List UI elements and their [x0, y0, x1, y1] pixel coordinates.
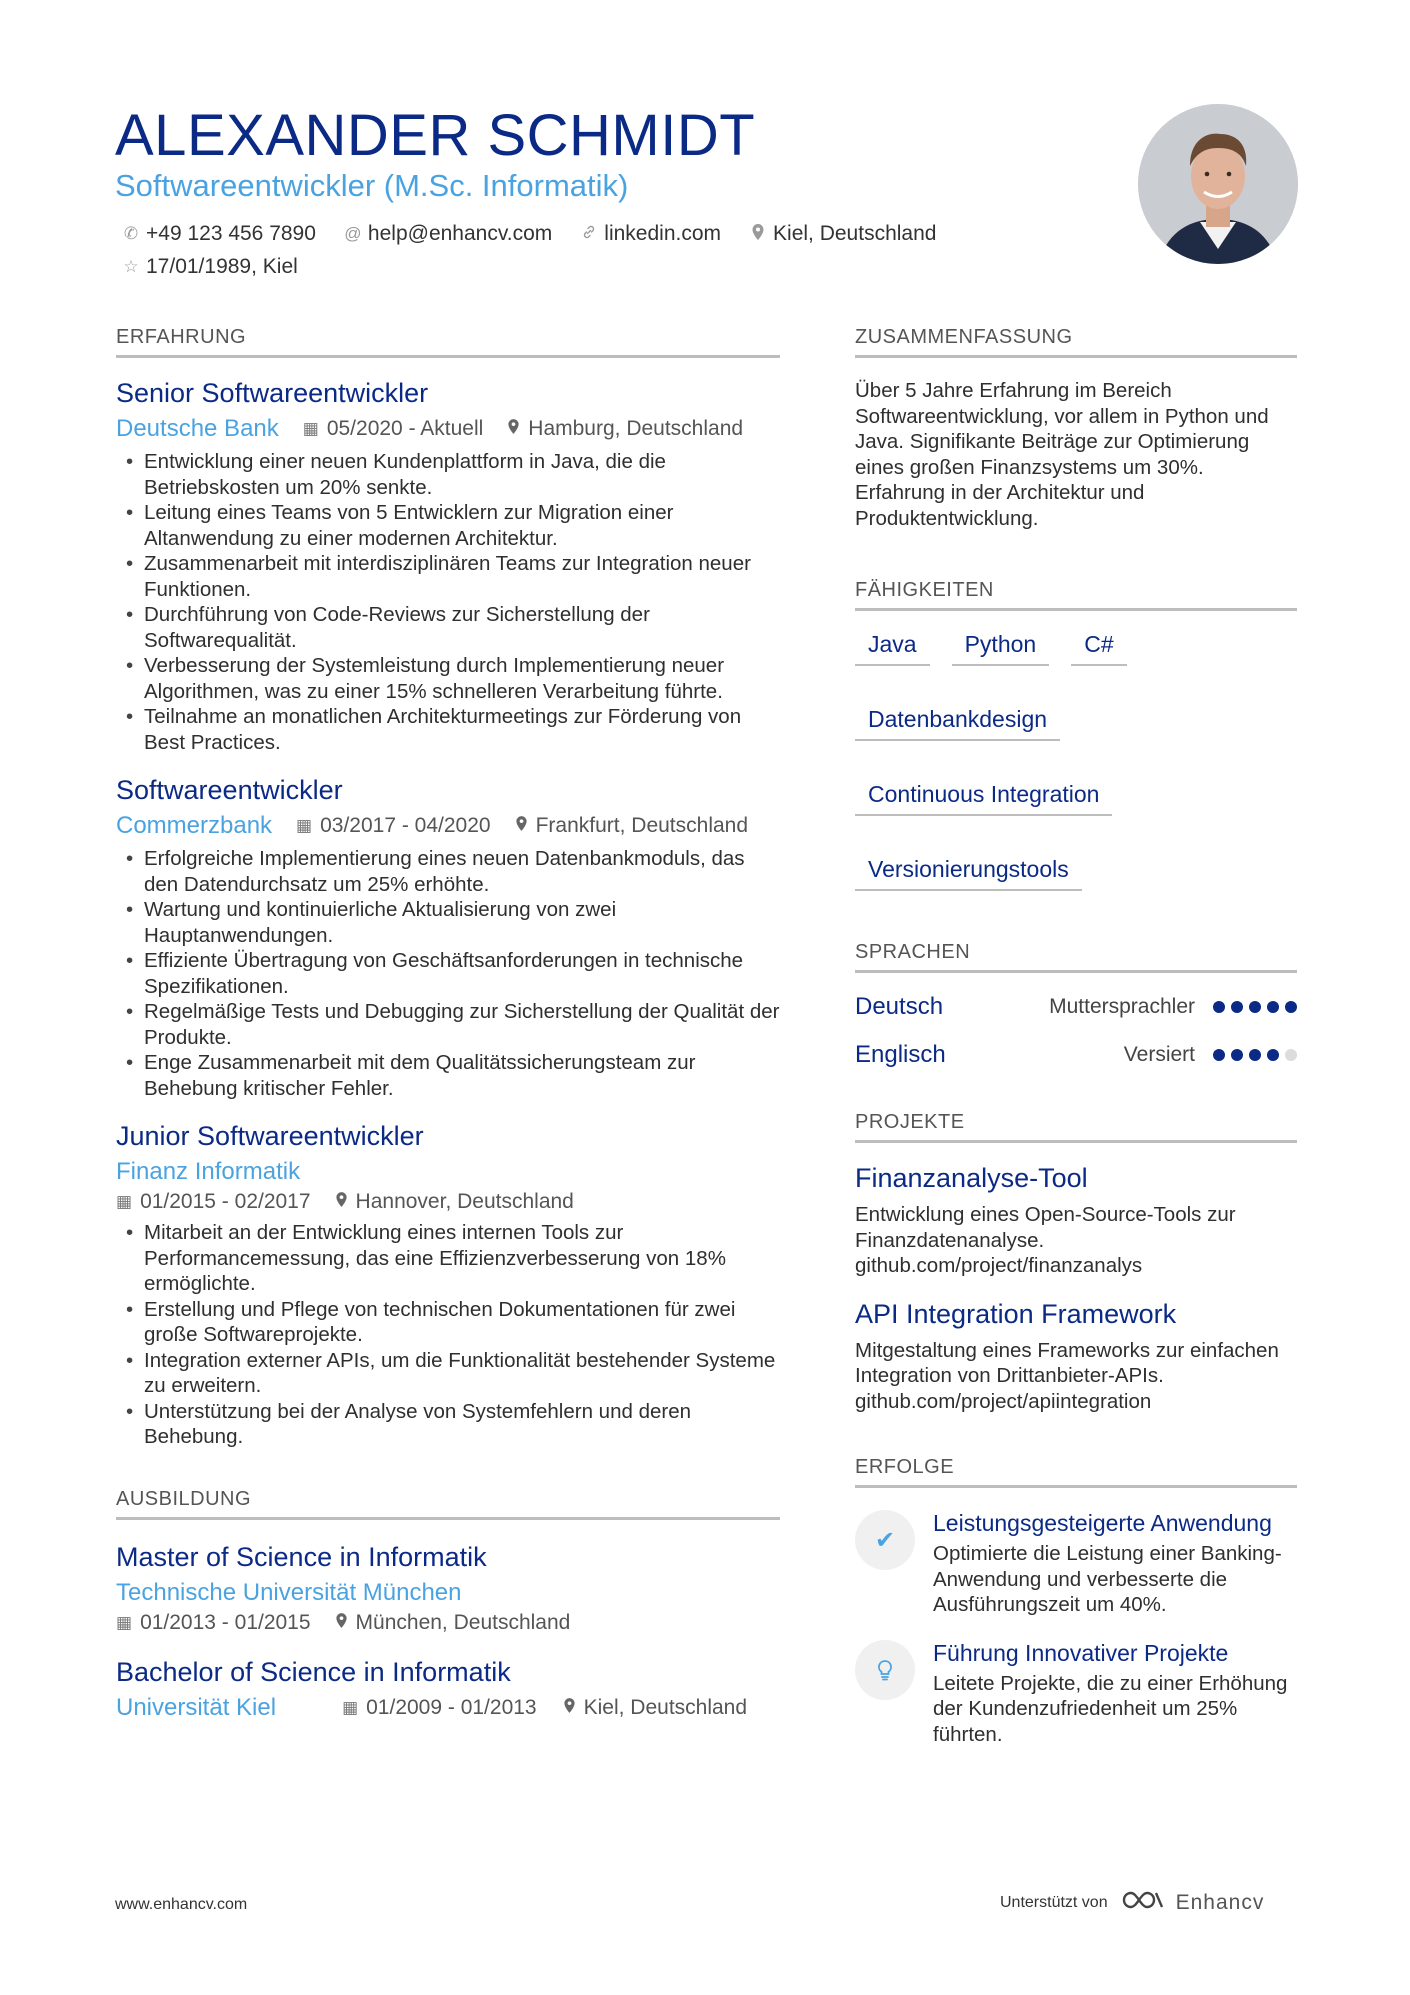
birth-text: 17/01/1989, Kiel: [146, 255, 298, 278]
language-entry: [855, 993, 1297, 1021]
job-location: [335, 1190, 574, 1214]
experience-entry: [116, 775, 780, 1101]
contact-location: [749, 222, 936, 246]
bullet-item: • Integration externer APIs, um die Funktionalität bestehender Systeme zu erweitern.: [116, 1348, 780, 1399]
location-text: Kiel, Deutschland: [583, 1695, 748, 1719]
location-pin-icon: [507, 418, 520, 440]
location-text: Hannover, Deutschland: [355, 1190, 574, 1213]
achievement-entry: [855, 1640, 1297, 1748]
bullet-item: • Durchführung von Code-Reviews zur Sicherstellung der Softwarequalität.: [116, 602, 780, 653]
bullet-item: • Leitung eines Teams von 5 Entwicklern zur Migration einer Altanwendung zu einer modernen Architektur.: [116, 500, 780, 551]
location-text: Kiel, Deutschland: [773, 222, 937, 245]
degree-title: Bachelor of Science in Informatik: [116, 1656, 511, 1687]
achievement-title: Führung Innovativer Projekte: [933, 1639, 1229, 1666]
project-title: Finanzanalyse-Tool: [855, 1163, 1088, 1193]
company-name: Commerzbank: [116, 812, 273, 839]
calendar-icon: ▦: [116, 1612, 133, 1632]
rating-dot: [1213, 1001, 1225, 1013]
enhancv-logo-icon: [1120, 1888, 1164, 1917]
language-name: Englisch: [855, 1041, 946, 1068]
bullet-item: • Verbesserung der Systemleistung durch Implementierung neuer Algorithmen, was zu einer 15% schnelleren Verarbeitung führte.: [116, 653, 780, 704]
rating-dot: [1267, 1049, 1279, 1061]
edu-location: [563, 1696, 747, 1720]
right-column: [855, 326, 1297, 1747]
job-location: [515, 814, 748, 838]
job-dates: [116, 1190, 311, 1214]
skill-tag: Java: [855, 631, 930, 666]
location-text: München, Deutschland: [355, 1610, 571, 1634]
skill-tag: Datenbankdesign: [855, 706, 1060, 741]
brand-name: Enhancv: [1175, 1890, 1265, 1914]
achievement-entry: [855, 1510, 1297, 1618]
avatar: [1138, 104, 1298, 264]
calendar-icon: ▦: [296, 816, 313, 835]
language-level: Versiert: [1123, 1043, 1195, 1066]
project-description: Mitgestaltung eines Frameworks zur einfachen Integration von Drittanbieter-APIs. github.com/project/apiintegration: [855, 1338, 1279, 1413]
experience-entry: [116, 1121, 780, 1450]
linkedin-text[interactable]: linkedin.com: [604, 222, 722, 245]
bullet-item: • Entwicklung einer neuen Kundenplattform in Java, die die Betriebskosten um 20% senkte.: [116, 449, 780, 500]
section-skills-heading: FÄHIGKEITEN: [855, 579, 1297, 611]
edu-dates: [342, 1696, 537, 1720]
left-column: [116, 326, 780, 1722]
check-icon: ✔: [855, 1510, 915, 1570]
contact-birth: [122, 255, 298, 279]
star-icon: ☆: [123, 257, 139, 276]
location-pin-icon: [335, 1612, 348, 1634]
link-icon: [580, 224, 598, 245]
contact-info: [122, 222, 1002, 288]
skill-tag: C#: [1071, 631, 1126, 666]
bullet-item: • Erstellung und Pflege von technischen Dokumentationen für zwei große Softwareprojekte.: [116, 1297, 780, 1348]
rating-dot: [1285, 1049, 1297, 1061]
job-title: Senior Softwareentwickler: [116, 378, 429, 408]
section-experience-heading: ERFAHRUNG: [116, 326, 780, 358]
at-icon: @: [344, 224, 362, 243]
project-title: API Integration Framework: [855, 1298, 1177, 1329]
job-bullets: [116, 1220, 780, 1450]
language-name: Deutsch: [855, 993, 944, 1020]
job-location: [507, 417, 743, 441]
experience-entry: [116, 378, 780, 755]
dates-text: 03/2017 - 04/2020: [320, 814, 491, 837]
language-rating: [1213, 1049, 1297, 1061]
edu-dates: [116, 1611, 311, 1635]
rating-dot: [1231, 1001, 1243, 1013]
location-text: Hamburg, Deutschland: [528, 417, 744, 440]
achievement-title: Leistungsgesteigerte Anwendung: [933, 1510, 1272, 1536]
skills-list: [855, 631, 1297, 891]
footer-branding: [1000, 1888, 1264, 1917]
skill-tag: Continuous Integration: [855, 781, 1112, 816]
candidate-title: Softwareentwickler (M.Sc. Informatik): [115, 168, 629, 203]
company-name: Finanz Informatik: [116, 1158, 301, 1185]
email-text[interactable]: help@enhancv.com: [367, 222, 553, 245]
contact-linkedin[interactable]: [580, 222, 721, 246]
bullet-item: • Regelmäßige Tests und Debugging zur Sicherstellung der Qualität der Produkte.: [116, 999, 780, 1050]
language-rating: [1213, 1001, 1297, 1013]
section-achievements-heading: ERFOLGE: [855, 1456, 1297, 1488]
dates-text: 05/2020 - Aktuell: [326, 417, 484, 440]
bullet-item: • Unterstützung bei der Analyse von Systemfehlern und deren Behebung.: [116, 1399, 780, 1450]
contact-phone: [122, 222, 316, 246]
bullet-item: • Wartung und kontinuierliche Aktualisierung von zwei Hauptanwendungen.: [116, 897, 780, 948]
phone-icon: ✆: [123, 224, 139, 243]
location-pin-icon: [335, 1191, 348, 1213]
lightbulb-icon: [855, 1640, 915, 1700]
calendar-icon: ▦: [342, 1697, 359, 1717]
calendar-icon: ▦: [302, 419, 319, 438]
job-title: Junior Softwareentwickler: [116, 1121, 424, 1151]
job-dates: [303, 417, 484, 441]
job-title: Softwareentwickler: [116, 775, 343, 805]
job-bullets: [116, 449, 780, 755]
job-bullets: [116, 846, 780, 1101]
school-name: Technische Universität München: [116, 1578, 462, 1606]
summary-text: Über 5 Jahre Erfahrung im Bereich Softwareentwicklung, vor allem in Python und Java. Signifikante Beiträge zur Optimierung eines großen Finanzsystems um 30%. Erfahrung in der Architektur und Produktentwicklung.: [855, 379, 1269, 530]
dates-text: 01/2009 - 01/2013: [366, 1695, 537, 1719]
education-entry: [116, 1657, 780, 1722]
section-projects-heading: PROJEKTE: [855, 1111, 1297, 1143]
location-pin-icon: [563, 1697, 576, 1719]
bullet-item: • Effiziente Übertragung von Geschäftsanforderungen in technische Spezifikationen.: [116, 948, 780, 999]
achievement-description: Optimierte die Leistung einer Banking-Anwendung und verbesserte die Ausführungszeit um 40%.: [933, 1542, 1282, 1616]
language-entry: [855, 1041, 1297, 1069]
bullet-item: • Erfolgreiche Implementierung eines neuen Datenbankmoduls, das den Datendurchsatz um 25% erhöhte.: [116, 846, 780, 897]
bullet-item: • Zusammenarbeit mit interdisziplinären Teams zur Integration neuer Funktionen.: [116, 551, 780, 602]
bullet-item: • Enge Zusammenarbeit mit dem Qualitätssicherungsteam zur Behebung kritischer Fehler.: [116, 1050, 780, 1101]
achievement-description: Leitete Projekte, die zu einer Erhöhung der Kundenzufriedenheit um 25% führten.: [933, 1671, 1288, 1746]
bullet-item: • Teilnahme an monatlichen Architekturmeetings zur Förderung von Best Practices.: [116, 704, 780, 755]
dates-text: 01/2013 - 01/2015: [140, 1610, 311, 1634]
rating-dot: [1249, 1049, 1261, 1061]
dates-text: 01/2015 - 02/2017: [140, 1190, 311, 1213]
rating-dot: [1249, 1001, 1261, 1013]
rating-dot: [1213, 1049, 1225, 1061]
project-entry: [855, 1163, 1297, 1279]
rating-dot: [1231, 1049, 1243, 1061]
job-dates: [296, 814, 491, 838]
candidate-name: ALEXANDER SCHMIDT: [115, 103, 756, 168]
location-pin-icon: [515, 815, 528, 837]
phone-text: +49 123 456 7890: [146, 222, 316, 245]
footer-website[interactable]: www.enhancv.com: [115, 1896, 248, 1913]
bullet-item: • Mitarbeit an der Entwicklung eines internen Tools zur Performancemessung, das eine Effizienzverbesserung von 18% ermöglichte.: [116, 1220, 780, 1297]
degree-title: Master of Science in Informatik: [116, 1541, 487, 1572]
language-level: Muttersprachler: [1049, 995, 1195, 1018]
section-languages-heading: SPRACHEN: [855, 941, 1297, 973]
education-entry: [116, 1542, 780, 1635]
contact-email[interactable]: [344, 222, 552, 246]
skill-tag: Python: [952, 631, 1050, 666]
rating-dot: [1267, 1001, 1279, 1013]
location-pin-icon: [749, 223, 767, 246]
project-description: Entwicklung eines Open-Source-Tools zur Finanzdatenanalyse. github.com/project/finanzanalys: [855, 1203, 1236, 1277]
company-name: Deutsche Bank: [116, 415, 279, 442]
edu-location: [335, 1611, 571, 1635]
section-education-heading: AUSBILDUNG: [116, 1488, 780, 1520]
skill-tag: Versionierungstools: [855, 856, 1082, 891]
project-entry: [855, 1299, 1297, 1415]
location-text: Frankfurt, Deutschland: [535, 814, 749, 837]
section-summary-heading: ZUSAMMENFASSUNG: [855, 326, 1297, 358]
school-name: Universität Kiel: [116, 1693, 277, 1721]
rating-dot: [1285, 1001, 1297, 1013]
powered-by-text: Unterstützt von: [1000, 1893, 1108, 1911]
calendar-icon: ▦: [116, 1192, 133, 1211]
